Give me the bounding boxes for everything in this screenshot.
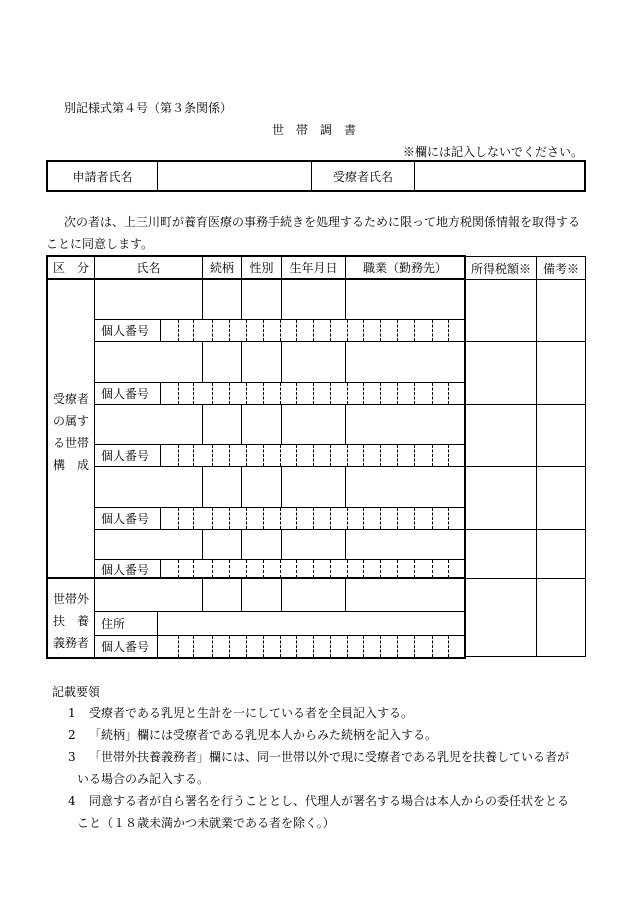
relation-field[interactable] [203,580,241,611]
name-field[interactable] [96,405,202,444]
name-field[interactable] [96,281,202,319]
form-number: 別記様式第４号（第３条関係） [64,101,233,115]
header-category: 区 分 [52,261,89,275]
household-category-label: 受療者 の属す る世帯 構 成 [52,392,89,472]
instruction-text: 「続柄」欄には受療者である乳児本人からみた続柄を記入する。 [89,728,438,742]
personal-number-field[interactable] [161,320,464,341]
instruction-number: 2 [68,728,76,742]
instruction-text: 同意する者が自ら署名を行うこととし、代理人が署名する場合は本人からの委任状をとる [89,794,570,808]
header-relation: 続柄 [209,261,234,275]
consent-text-line1: 次の者は、上三川町が養育医療の事務手続きを処理するために限って地方税関係情報を取得する [64,215,581,229]
instruction-text-continued: こと（１８歳未満かつ未就業である者を除く。） [77,816,335,830]
header-birthdate: 生年月日 [289,261,338,275]
relation-field[interactable] [203,281,241,319]
personal-number-field[interactable] [161,508,464,529]
instruction-text-continued: いる場合のみ記入する。 [77,772,210,786]
name-field[interactable] [96,467,202,507]
birthdate-field[interactable] [282,342,345,382]
relation-field[interactable] [203,530,241,559]
header-sex: 性別 [249,261,274,275]
remarks-field[interactable] [537,467,585,529]
applicant-name-field[interactable] [158,162,311,190]
recipient-name-label: 受療者氏名 [332,169,393,184]
occupation-field[interactable] [346,405,464,444]
birthdate-field[interactable] [282,580,345,611]
birthdate-field[interactable] [282,281,345,319]
income-tax-field[interactable] [466,405,536,466]
instruction-text: 「世帯外扶養義務者」欄には、同一世帯以外で現に受療者である乳児を扶養している者が [89,750,570,764]
instruction-number: 3 [68,750,76,764]
personal-number-label: 個人番号 [101,512,150,526]
relation-field[interactable] [203,405,241,444]
income-tax-field[interactable] [466,579,536,657]
birthdate-field[interactable] [282,467,345,507]
instruction-number: 1 [68,706,76,720]
personal-number-field[interactable] [161,383,464,404]
address-field[interactable] [158,612,464,635]
instruction-text: 受療者である乳児と生計を一にしている者を全員記入する。 [89,706,414,720]
sex-field[interactable] [242,530,281,559]
sex-field[interactable] [242,580,281,611]
personal-number-field[interactable] [161,445,464,466]
header-occupation: 職業（勤務先） [362,261,447,275]
personal-number-label: 個人番号 [101,387,150,401]
name-field[interactable] [96,342,202,382]
recipient-name-field[interactable] [415,162,584,190]
outside-personal-number-field[interactable] [158,636,464,657]
remarks-field[interactable] [537,342,585,404]
income-tax-field[interactable] [466,530,536,578]
applicant-name-label: 申請者氏名 [72,169,133,184]
address-label: 住所 [101,617,126,631]
occupation-field[interactable] [346,467,464,507]
page-title: 世 帯 調 書 [272,123,357,137]
occupation-field[interactable] [346,342,464,382]
sex-field[interactable] [242,281,281,319]
outside-supporter-category-label: 世帯外 扶 養 義務者 [52,592,89,650]
relation-field[interactable] [203,342,241,382]
remarks-field[interactable] [537,530,585,578]
personal-number-field[interactable] [161,560,464,578]
remarks-field[interactable] [537,281,585,341]
income-tax-field[interactable] [466,281,536,341]
consent-text-line2: ことに同意します。 [46,237,154,251]
name-field[interactable] [96,580,202,611]
occupation-field[interactable] [346,281,464,319]
remarks-field[interactable] [537,579,585,657]
header-income-tax: 所得税額※ [470,261,531,276]
sex-field[interactable] [242,405,281,444]
income-tax-field[interactable] [466,467,536,529]
sex-field[interactable] [242,467,281,507]
remarks-field[interactable] [537,405,585,466]
birthdate-field[interactable] [282,405,345,444]
personal-number-label: 個人番号 [101,562,150,577]
do-not-fill-note: ※欄には記入しないでください。 [403,145,584,159]
sex-field[interactable] [242,342,281,382]
name-field[interactable] [96,530,202,559]
instructions-heading: 記載要領 [52,685,101,699]
header-remarks: 備考※ [542,261,579,276]
personal-number-label: 個人番号 [101,640,150,654]
header-name: 氏名 [136,261,161,275]
instruction-number: 4 [68,794,76,808]
income-tax-field[interactable] [466,342,536,404]
occupation-field[interactable] [346,530,464,559]
personal-number-label: 個人番号 [101,449,150,463]
relation-field[interactable] [203,467,241,507]
occupation-field[interactable] [346,580,464,611]
personal-number-label: 個人番号 [101,324,150,338]
birthdate-field[interactable] [282,530,345,559]
